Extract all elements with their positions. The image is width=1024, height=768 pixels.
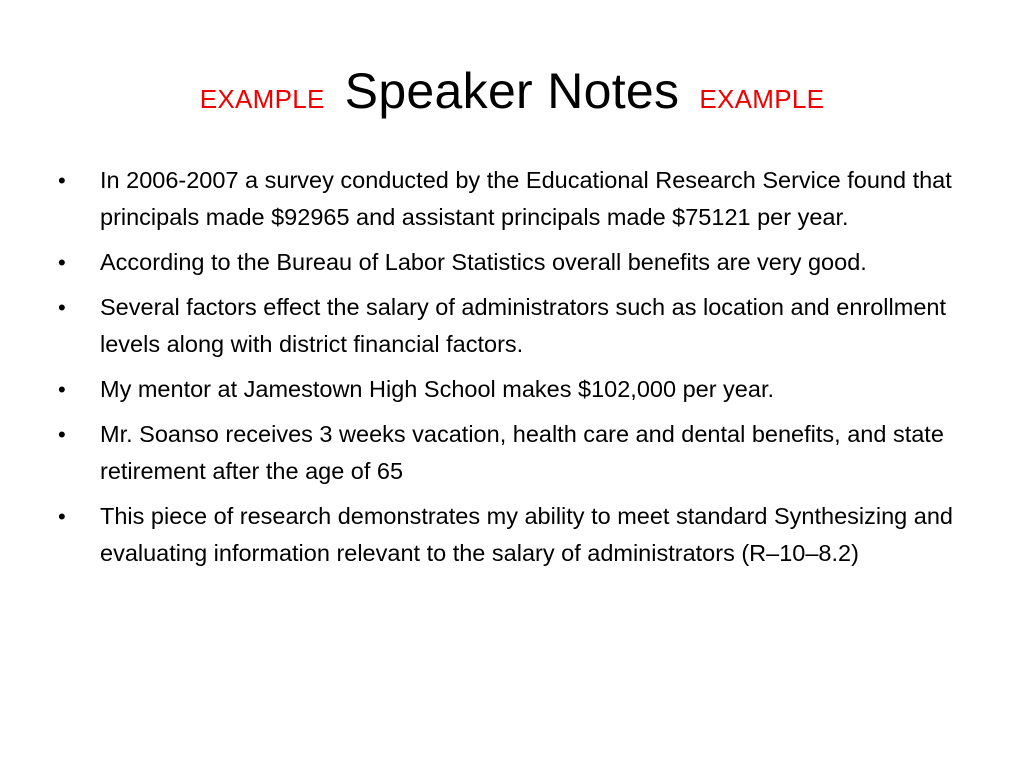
bullet-icon: • [58, 422, 66, 447]
bullet-icon: • [58, 377, 66, 402]
bullet-text: This piece of research demonstrates my ability to meet standard Synthesizing and evaluating information relevant to the salary of administrators (R–10–8.2) [100, 503, 953, 566]
bullet-text: My mentor at Jamestown High School makes $102,000 per year. [100, 376, 775, 402]
bullet-text: Mr. Soanso receives 3 weeks vacation, health care and dental benefits, and state retirement after the age of 65 [100, 421, 944, 484]
bullet-icon: • [58, 504, 66, 529]
bullet-item [58, 498, 958, 572]
bullet-icon: • [58, 168, 66, 193]
bullet-text: In 2006-2007 a survey conducted by the Educational Research Service found that principals made $92965 and assistant principals made $75121 per year. [100, 167, 952, 230]
bullet-icon: • [58, 250, 66, 275]
slide-title [0, 62, 1024, 120]
bullet-text: According to the Bureau of Labor Statistics overall benefits are very good. [100, 249, 867, 275]
title-example-tag-right: EXAMPLE [699, 84, 825, 114]
bullet-list [58, 162, 958, 580]
title-example-tag-left: EXAMPLE [199, 84, 325, 114]
bullet-item [58, 244, 958, 281]
bullet-text: Several factors effect the salary of administrators such as location and enrollment levels along with district financial factors. [100, 294, 946, 357]
bullet-item [58, 371, 958, 408]
title-main-text: Speaker Notes [344, 63, 680, 119]
bullet-item [58, 162, 958, 236]
bullet-item [58, 416, 958, 490]
bullet-icon: • [58, 295, 66, 320]
bullet-item [58, 289, 958, 363]
